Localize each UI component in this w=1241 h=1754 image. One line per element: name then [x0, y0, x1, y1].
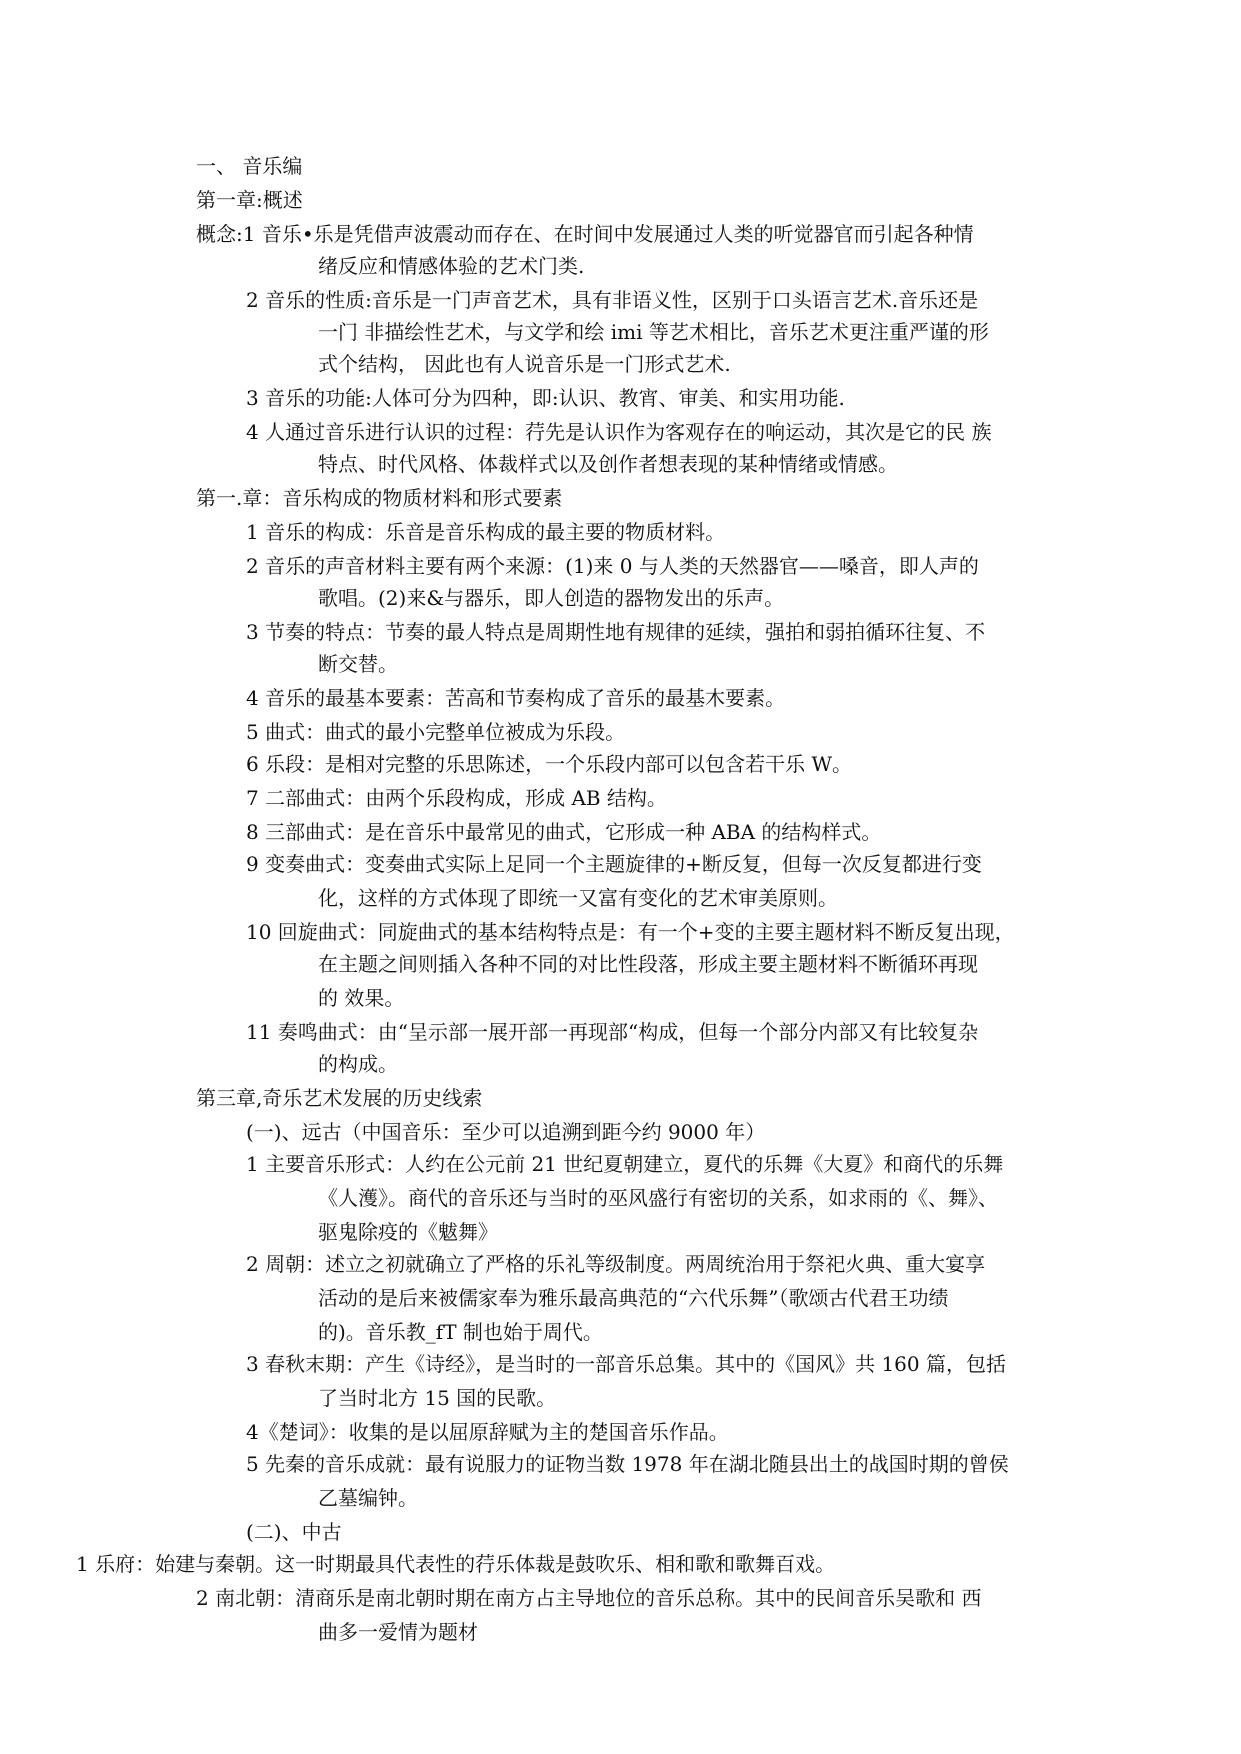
text-line: 活动的是后来被儒家奉为雅乐最高典范的“六代乐舞”（歌颂古代君王功绩: [318, 1286, 949, 1310]
text-line: 2 音乐的声音材料主要有两个来源：(1)来 0 与人类的天然器官——嗓音，即人声的: [246, 554, 979, 578]
text-line: 7 二部曲式：由两个乐段构成，形成 AB 结构。: [246, 786, 667, 810]
text-line: 曲多一爱情为题材: [318, 1620, 478, 1644]
text-line: 5 先秦的音乐成就：最有说服力的证物当数 1978 年在湖北随县出土的战国时期的曾侯: [246, 1452, 1009, 1476]
text-line: 1 乐府：始建与秦朝。这一时期最具代表性的荇乐体裁是鼓吹乐、相和歌和歌舞百戏。: [76, 1552, 836, 1576]
section-heading: 一、 音乐编: [196, 154, 303, 178]
text-line: 了当时北方 15 国的民歌。: [318, 1386, 557, 1410]
text-line: 4《楚词》：收集的是以屈原辞赋为主的楚国音乐作品。: [246, 1420, 729, 1444]
text-line: 概念:1 音乐•乐是凭借声波震动而存在、在时间中发展通过人类的听觉器官而引起各种情: [196, 222, 974, 246]
text-line: 6 乐段：是相对完整的乐思陈述，一个乐段内部可以包含若干乐 W。: [246, 752, 852, 776]
text-line: 2 周朝：述立之初就确立了严格的乐礼等级制度。两周统治用于祭祀火典、重大宴享: [246, 1252, 986, 1276]
text-line: 3 春秋末期：产生《诗经》，是当时的一部音乐总集。其中的《国风》共 160 篇，包括: [246, 1352, 1006, 1376]
text-line: 《人濩》。商代的音乐还与当时的巫风盛行有密切的关系，如求雨的《、舞》、: [318, 1186, 998, 1210]
text-line: 断交替。: [318, 652, 398, 676]
text-line: 10 回旋曲式：同旋曲式的基本结构特点是：有一个+变的主要主题材料不断反复出现，: [246, 920, 1015, 944]
text-line: 3 节奏的特点：节奏的最人特点是周期性地有规律的延续，强拍和弱拍循环往复、不: [246, 620, 986, 644]
chapter-heading: 第三章,奇乐艺术发展的历史线索: [196, 1086, 483, 1110]
text-line: 化，这样的方式体现了即统一又富有变化的艺术审美原则。: [318, 886, 838, 910]
text-line: 4 音乐的最基本要素：苦高和节奏构成了音乐的最基木要素。: [246, 686, 786, 710]
chapter-heading: 第一.章：音乐构成的物质材料和形式要素: [196, 486, 563, 510]
text-line: 乙墓编钟。: [318, 1486, 418, 1510]
text-line: 式个结构， 因此也有人说音乐是一门形式艺术.: [318, 352, 731, 376]
text-line: 的)。音乐教_fT 制也始于周代。: [318, 1320, 603, 1344]
chapter-heading: 第一章:概述: [196, 188, 303, 212]
text-line: 歌唱。(2)来&与器乐，即人创造的器物发出的乐声。: [318, 586, 785, 610]
text-line: 8 三部曲式：是在音乐中最常见的曲式，它形成一种 ABA 的结构样式。: [246, 820, 882, 844]
text-line: 2 音乐的性质:音乐是一门声音艺术，具有非语义性，区别于口头语言艺术.音乐还是: [246, 288, 979, 312]
text-line: 11 奏鸣曲式：由“呈示部一展开部一再现部“构成，但每一个部分内部又有比较复杂: [246, 1020, 979, 1044]
text-line: 的构成。: [318, 1052, 398, 1076]
text-line: 的 效果。: [318, 986, 405, 1010]
text-line: 在主题之间则插入各种不同的对比性段落，形成主要主题材料不断循环再现: [318, 952, 978, 976]
text-line: 5 曲式：曲式的最小完整单位被成为乐段。: [246, 720, 626, 744]
text-line: 9 变奏曲式：变奏曲式实际上足同一个主题旋律的+断反复，但每一次反复都进行变: [246, 852, 982, 876]
text-line: 驱鬼除疫的《魃舞》: [318, 1220, 498, 1244]
text-line: 1 音乐的构成：乐音是音乐构成的最主要的物质材料。: [246, 520, 726, 544]
subsection-heading: (二)、中古: [246, 1520, 342, 1544]
text-line: 1 主要音乐形式：人约在公元前 21 世纪夏朝建立，夏代的乐舞《大夏》和商代的乐舞: [246, 1152, 1004, 1176]
text-line: 一门 非描绘性艺术，与文学和绘 imi 等艺术相比，音乐艺术更注重严谨的形: [318, 320, 989, 344]
text-line: 4 人通过音乐进行认识的过程：荇先是认识作为客观存在的响运动，其次是它的民 族: [246, 420, 992, 444]
subsection-heading: (一)、远古（中国音乐：至少可以追溯到距今约 9000 年）: [246, 1120, 766, 1144]
text-line: 2 南北朝：清商乐是南北朝时期在南方占主导地位的音乐总称。其中的民间音乐吴歌和 西: [196, 1586, 982, 1610]
text-line: 3 音乐的功能:人体可分为四种，即:认识、教宵、审美、和实用功能.: [246, 386, 845, 410]
text-line: 绪反应和情感体验的艺术门类.: [318, 254, 585, 278]
text-line: 特点、时代风格、体裁样式以及创作者想表现的某种情绪或情感。: [318, 452, 898, 476]
